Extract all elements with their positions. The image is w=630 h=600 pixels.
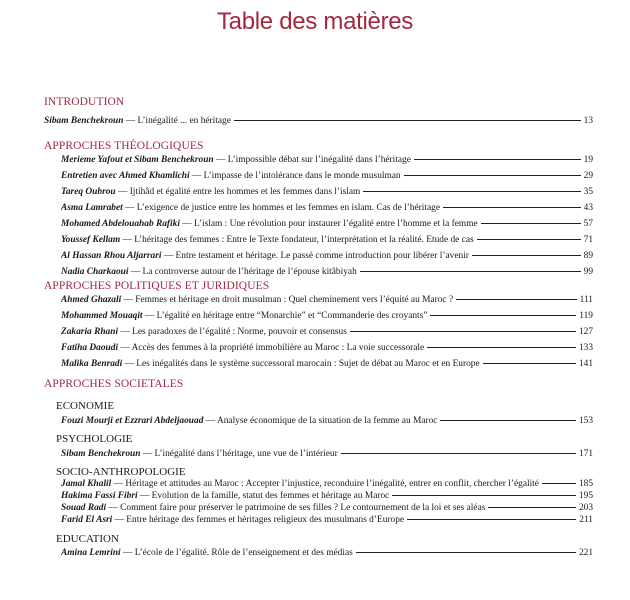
toc-entry[interactable] <box>61 267 593 277</box>
toc-title: — Femmes et héritage en droit musulman : Quel cheminement vers l’équité au Maroc ? <box>121 295 454 305</box>
toc-author: Nadia Charkaoui <box>61 267 129 277</box>
dot-leader <box>427 347 576 348</box>
toc-author: Tareq Oubrou <box>61 187 116 197</box>
page-title: Table des matières <box>216 8 414 35</box>
toc-entry[interactable] <box>61 235 593 245</box>
toc-title: — Entre héritage des femmes et héritages religieux des musulmans d’Europe <box>112 515 405 525</box>
toc-title: — Les paradoxes de l’égalité : Norme, pouvoir et consensus <box>118 327 347 337</box>
dot-leader <box>472 255 581 256</box>
page-number: 99 <box>583 267 593 277</box>
page-number: 221 <box>578 548 593 558</box>
toc-author: Amina Lemrini <box>61 548 121 558</box>
toc-author: Malika Benradi <box>61 359 123 369</box>
toc-title: — Accès des femmes à la propriété immobilière au Maroc : La voie successorale <box>118 343 425 353</box>
subsection-heading-education: EDUCATION <box>56 533 119 545</box>
page-number: 89 <box>583 251 593 261</box>
toc-entry[interactable] <box>61 503 593 513</box>
toc-entry[interactable] <box>61 187 593 197</box>
toc-title: — L’impossible débat sur l’inégalité dans l’héritage <box>213 155 411 165</box>
page-number: 195 <box>578 491 593 501</box>
toc-title: — L’islam : Une révolution pour instaurer l’égalité entre l’homme et la femme <box>179 219 478 229</box>
toc-entry[interactable] <box>61 327 593 337</box>
dot-leader <box>360 271 581 272</box>
toc-author: Sibam Benchekroun <box>44 116 124 126</box>
toc-title: — Comment faire pour préserver le patrimoine de ses filles ? Le contournement de la loi et ses aléas <box>106 503 486 513</box>
toc-author: Asma Lamrabet <box>61 203 123 213</box>
dot-leader <box>363 191 580 192</box>
dot-leader <box>483 363 576 364</box>
toc-title: — Les inégalités dans le système successoral marocain : Sujet de débat au Maroc et en Europe <box>122 359 480 369</box>
subsection-heading-psychologie: PSYCHOLOGIE <box>56 433 133 445</box>
toc-author: Al Hassan Rhou Aljarrari <box>61 251 162 261</box>
page-number: 185 <box>578 479 593 489</box>
toc-author: Jamal Khalil <box>61 479 112 489</box>
toc-author: Fouzi Mourji et Ezzrari Abdeljaouad <box>61 416 204 426</box>
toc-author: Mohamed Abdelouahab Rafiki <box>61 219 180 229</box>
toc-entry[interactable] <box>61 548 593 558</box>
toc-author: Fatiha Daoudi <box>61 343 119 353</box>
page-number: 141 <box>578 359 593 369</box>
dot-leader <box>414 159 581 160</box>
toc-title: — Héritage et attitudes au Maroc : Accepter l’injustice, reconduire l’inégalité, entrer en conflit, chercher l’égalité <box>111 479 539 489</box>
dot-leader <box>404 175 581 176</box>
page-number: 133 <box>578 343 593 353</box>
toc-author: Ahmed Ghazali <box>61 295 122 305</box>
toc-title: — Ijtihâd et égalité entre les hommes et les femmes dans l’islam <box>115 187 361 197</box>
toc-title: — L’égalité en héritage entre “Monarchie” et “Commanderie des croyants” <box>142 311 428 321</box>
toc-author: Entretien avec Ahmed Khamlichi <box>61 171 190 181</box>
page-number: 171 <box>578 449 593 459</box>
toc-entry[interactable] <box>61 343 593 353</box>
page-number: 211 <box>579 515 593 525</box>
toc-entry[interactable] <box>61 171 593 181</box>
toc-author: Farid El Asri <box>61 515 113 525</box>
page-number: 57 <box>583 219 593 229</box>
toc-entry[interactable] <box>61 491 593 501</box>
page-number: 43 <box>583 203 593 213</box>
toc-author: Youssef Kellam <box>61 235 121 245</box>
dot-leader <box>542 483 576 484</box>
toc-title: — Entre testament et héritage. Le passé comme introduction pour libérer l’avenir <box>161 251 469 261</box>
toc-title: — L’héritage des femmes : Entre le Texte fondateur, l’interprétation et la réalité. Etude de cas <box>120 235 474 245</box>
toc-entry[interactable] <box>61 479 593 489</box>
page-number: 35 <box>583 187 593 197</box>
toc-title: — Evolution de la famille, statut des femmes et héritage au Maroc <box>137 491 390 501</box>
subsection-heading-economie: ECONOMIE <box>56 400 115 412</box>
dot-leader <box>356 552 576 553</box>
toc-author: Merieme Yafout et Sibam Benchekroun <box>61 155 214 165</box>
section-heading-politiques-juridiques: APPROCHES POLITIQUES ET JURIDIQUES <box>44 280 270 292</box>
toc-entry[interactable] <box>61 449 593 459</box>
section-heading-theologiques: APPROCHES THÉOLOGIQUES <box>44 140 204 152</box>
page-number: 153 <box>578 416 593 426</box>
page-number: 29 <box>583 171 593 181</box>
dot-leader <box>440 420 575 421</box>
page-number: 13 <box>583 116 593 126</box>
section-heading-societales: APPROCHES SOCIETALES <box>44 378 184 390</box>
dot-leader <box>456 299 577 300</box>
toc-entry[interactable] <box>61 359 593 369</box>
toc-title: — L’école de l’égalité. Rôle de l’enseignement et des médias <box>120 548 353 558</box>
dot-leader <box>477 239 581 240</box>
dot-leader <box>392 495 576 496</box>
dot-leader <box>341 453 576 454</box>
toc-entry[interactable] <box>61 251 593 261</box>
dot-leader <box>234 120 581 121</box>
dot-leader <box>407 519 576 520</box>
page-number: 19 <box>583 155 593 165</box>
toc-entry[interactable] <box>61 295 593 305</box>
dot-leader <box>488 507 576 508</box>
page-number: 119 <box>579 311 593 321</box>
page-number: 71 <box>583 235 593 245</box>
toc-author: Zakaria Rhani <box>61 327 119 337</box>
toc-entry[interactable] <box>61 515 593 525</box>
page-number: 127 <box>578 327 593 337</box>
dot-leader <box>481 223 581 224</box>
toc-entry[interactable] <box>61 416 593 426</box>
page-number: 111 <box>579 295 593 305</box>
toc-author: Souad Radi <box>61 503 107 513</box>
toc-title: — L’impasse de l’intolérance dans le monde musulman <box>189 171 401 181</box>
toc-entry[interactable] <box>61 311 593 321</box>
toc-author: Hakima Fassi Fibri <box>61 491 138 501</box>
toc-title: — L’inégalité ... en héritage <box>123 116 231 126</box>
dot-leader <box>430 315 576 316</box>
toc-entry[interactable] <box>44 116 593 126</box>
subsection-heading-socio-anthropologie: SOCIO-ANTHROPOLOGIE <box>56 466 186 478</box>
section-heading-introduction: INTRODUTION <box>44 96 125 108</box>
toc-entry[interactable] <box>61 155 593 165</box>
toc-title: — L’exigence de justice entre les hommes et les femmes en islam. Cas de l’héritage <box>122 203 440 213</box>
dot-leader <box>443 207 581 208</box>
toc-author: Mohammed Mouaqit <box>61 311 143 321</box>
toc-title: — L’inégalité dans l’héritage, une vue de l’intérieur <box>140 449 338 459</box>
page-number: 203 <box>578 503 593 513</box>
toc-entry[interactable] <box>61 203 593 213</box>
toc-entry[interactable] <box>61 219 593 229</box>
toc-author: Sibam Benchekroun <box>61 449 141 459</box>
toc-title: — La controverse autour de l’héritage de l’épouse kitâbiyah <box>128 267 357 277</box>
dot-leader <box>350 331 576 332</box>
toc-title: — Analyse économique de la situation de la femme au Maroc <box>203 416 438 426</box>
